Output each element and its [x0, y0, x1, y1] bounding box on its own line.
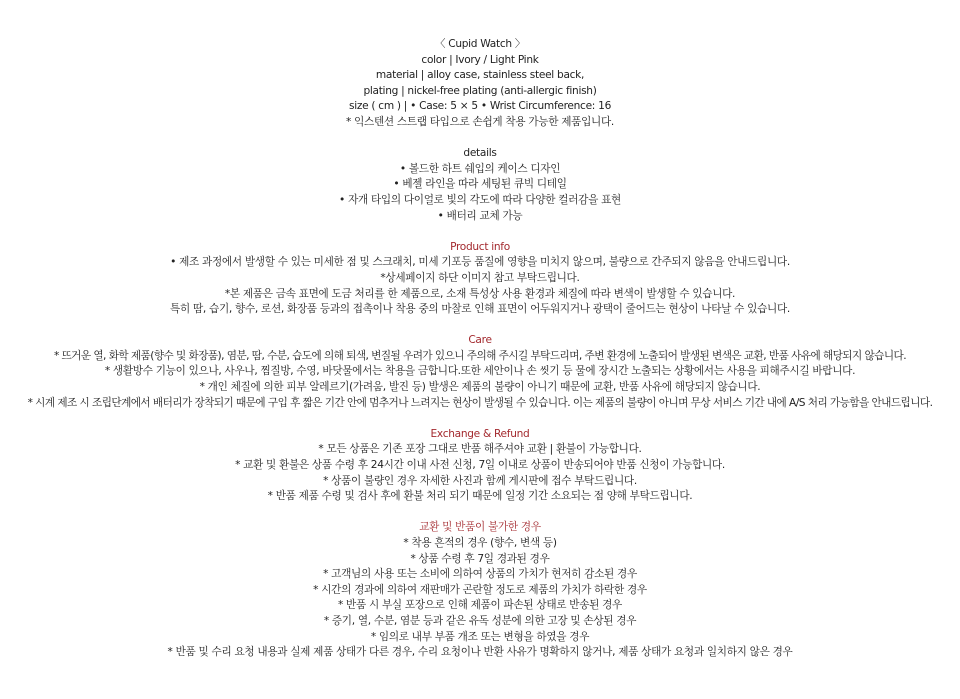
product-material: material | alloy case, stainless steel back,: [375, 69, 585, 82]
product-summary: [0, 37, 960, 131]
not-returnable-section: [0, 520, 960, 660]
section-spacer: [0, 131, 960, 147]
care-item: * 시계 제조 시 조립단계에서 배터리가 장착되기 때문에 구입 후 짧은 기간 안에 멈추거나 느려지는 현상이 발생될 수 있습니다. 이는 제품의 불량이 아니며 무상 서비스 기간 내에 A/S 처리 가능함을 안내드립니다.: [27, 396, 933, 409]
care-section: [0, 333, 960, 411]
not-returnable-heading: 교환 및 반품이 불가한 경우: [419, 521, 541, 534]
care-heading: Care: [468, 334, 492, 347]
details-item: • 자개 타입의 다이얼로 빛의 각도에 따라 다양한 컬러감을 표현: [339, 193, 621, 206]
details-section: [0, 146, 960, 224]
not-returnable-item: * 상품 수령 후 7일 경과된 경우: [410, 552, 550, 565]
not-returnable-item: * 시간의 경과에 의하여 재판매가 곤란할 정도로 제품의 가치가 하락한 경우: [313, 583, 647, 596]
product-info-item: 특히 땀, 습기, 향수, 로션, 화장품 등과의 접촉이나 착용 중의 마찰로 인해 표면이 어두워지거나 광택이 줄어드는 현상이 나타날 수 있습니다.: [170, 303, 790, 316]
product-info-section: [0, 240, 960, 318]
not-returnable-item: * 반품 시 부실 포장으로 인해 제품이 파손된 상태로 반송된 경우: [337, 599, 622, 612]
product-title: 〈 Cupid Watch 〉: [434, 38, 526, 50]
not-returnable-item: * 임의로 내부 부품 개조 또는 변형을 하였을 경우: [370, 630, 590, 643]
not-returnable-item: * 고객님의 사용 또는 소비에 의하여 상품의 가치가 현저히 감소된 경우: [323, 568, 637, 581]
product-info-heading: Product info: [450, 240, 510, 253]
product-info-item: • 제조 과정에서 발생할 수 있는 미세한 점 및 스크래치, 미세 기포등 품질에 영향을 미치지 않으며, 불량으로 간주되지 않음을 안내드립니다.: [170, 256, 790, 269]
details-heading: details: [463, 147, 497, 160]
section-spacer: [0, 505, 960, 521]
details-item: • 베젤 라인을 따라 세팅된 큐빅 디테일: [393, 178, 567, 191]
product-note: * 익스텐션 스트랩 타입으로 손쉽게 착용 가능한 제품입니다.: [346, 115, 614, 128]
section-spacer: [0, 411, 960, 427]
exchange-item: * 상품이 불량인 경우 자세한 사진과 함께 게시판에 접수 부탁드립니다.: [323, 474, 637, 487]
product-info-item: *본 제품은 금속 표면에 도금 처리를 한 제품으로, 소재 특성상 사용 환경과 체질에 따라 변색이 발생할 수 있습니다.: [224, 287, 736, 300]
section-spacer: [0, 224, 960, 240]
exchange-item: * 모든 상품은 기존 포장 그대로 반품 해주셔야 교환 | 환불이 가능합니다.: [318, 443, 642, 456]
care-item: * 뜨거운 열, 화학 제품(향수 및 화장품), 염분, 땀, 수분, 습도에 의해 퇴색, 변질될 우려가 있으니 주의해 주시길 부탁드리며, 주변 환경에 노출되어 발생된 변색은 교환, 반품 사유에 해당되지 않습니다.: [53, 349, 907, 362]
not-returnable-item: * 증기, 열, 수분, 염분 등과 같은 유독 성분에 의한 고장 및 손상된 경우: [323, 614, 637, 627]
details-item: • 배터리 교체 가능: [437, 209, 523, 222]
care-item: * 생활방수 기능이 있으나, 사우나, 찜질방, 수영, 바닷물에서는 착용을 금합니다.또한 세안이나 손 씻기 등 물에 장시간 노출되는 상황에서는 사용을 피해주시길 바랍니다.: [104, 365, 856, 378]
care-item: * 개인 체질에 의한 피부 알레르기(가려움, 발진 등) 발생은 제품의 불량이 아니기 때문에 교환, 반품 사유에 해당되지 않습니다.: [199, 381, 761, 394]
product-description: [0, 37, 960, 661]
exchange-section: [0, 427, 960, 505]
product-info-item: *상세페이지 하단 이미지 참고 부탁드립니다.: [380, 271, 580, 284]
product-plating: plating | nickel-free plating (anti-allergic finish): [363, 84, 597, 97]
exchange-item: * 반품 제품 수령 및 검사 후에 환불 처리 되기 때문에 일정 기간 소요되는 점 양해 부탁드립니다.: [267, 490, 693, 503]
section-spacer: [0, 318, 960, 334]
exchange-item: * 교환 및 환불은 상품 수령 후 24시간 이내 사전 신청, 7일 이내로 상품이 반송되어야 반품 신청이 가능합니다.: [235, 459, 725, 472]
product-color: color | Ivory / Light Pink: [421, 53, 539, 66]
not-returnable-item: * 반품 및 수리 요청 내용과 실제 제품 상태가 다른 경우, 수리 요청이나 반환 사유가 명확하지 않거나, 제품 상태가 요청과 일치하지 않은 경우: [167, 646, 793, 659]
details-item: • 볼드한 하트 쉐입의 케이스 디자인: [399, 162, 561, 175]
exchange-heading: Exchange & Refund: [430, 427, 530, 440]
product-size: size ( cm ) | • Case: 5 × 5 • Wrist Circumference: 16: [348, 100, 612, 113]
not-returnable-item: * 착용 흔적의 경우 (향수, 변색 등): [403, 537, 557, 549]
